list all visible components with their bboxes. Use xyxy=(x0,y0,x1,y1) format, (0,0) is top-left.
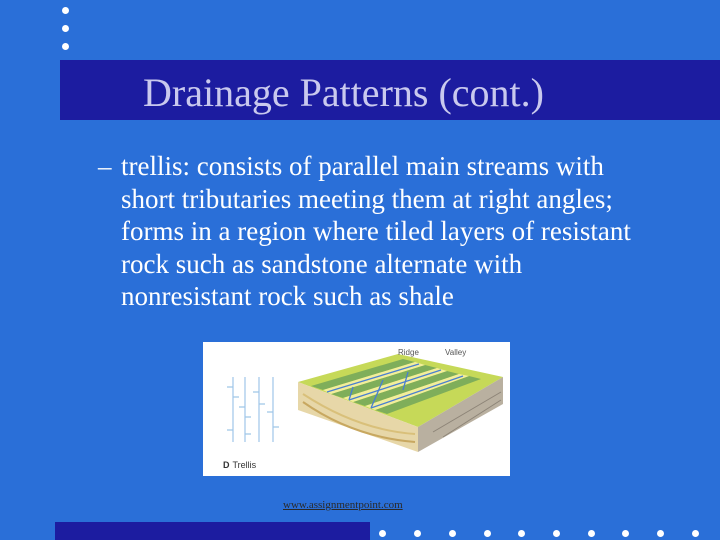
decor-dot xyxy=(622,530,629,537)
figure-label-valley: Valley xyxy=(445,348,467,357)
decor-dot xyxy=(518,530,525,537)
decor-dot xyxy=(449,530,456,537)
body-line: forms in a region where tiled layers of resistant xyxy=(121,216,631,246)
trellis-illustration xyxy=(203,342,510,476)
source-link[interactable]: www.assignmentpoint.com xyxy=(283,499,403,511)
decor-dot xyxy=(692,530,699,537)
decor-dot xyxy=(588,530,595,537)
decor-dot xyxy=(62,7,69,14)
decor-dot xyxy=(657,530,664,537)
figure-label-ridge: Ridge xyxy=(398,348,419,357)
bottom-bar xyxy=(55,522,370,540)
decor-dot xyxy=(62,43,69,50)
trellis-figure xyxy=(203,342,510,476)
body-line: trellis: consists of parallel main streams with xyxy=(121,151,604,181)
body-line: short tributaries meeting them at right angles; xyxy=(121,183,613,214)
bullet-text xyxy=(98,150,708,313)
figure-caption-letter: D xyxy=(223,460,230,470)
slide-title: Drainage Patterns (cont.) xyxy=(143,70,544,115)
figure-caption xyxy=(223,460,256,470)
decor-dot xyxy=(379,530,386,537)
decor-dot xyxy=(484,530,491,537)
body-line: nonresistant rock such as shale xyxy=(121,281,454,311)
bullet-dash: – xyxy=(98,151,112,181)
figure-caption-text: Trellis xyxy=(232,460,257,470)
decor-dot xyxy=(553,530,560,537)
decor-dot xyxy=(414,530,421,537)
body-line: rock such as sandstone alternate with xyxy=(121,248,523,279)
decor-dot xyxy=(62,25,69,32)
